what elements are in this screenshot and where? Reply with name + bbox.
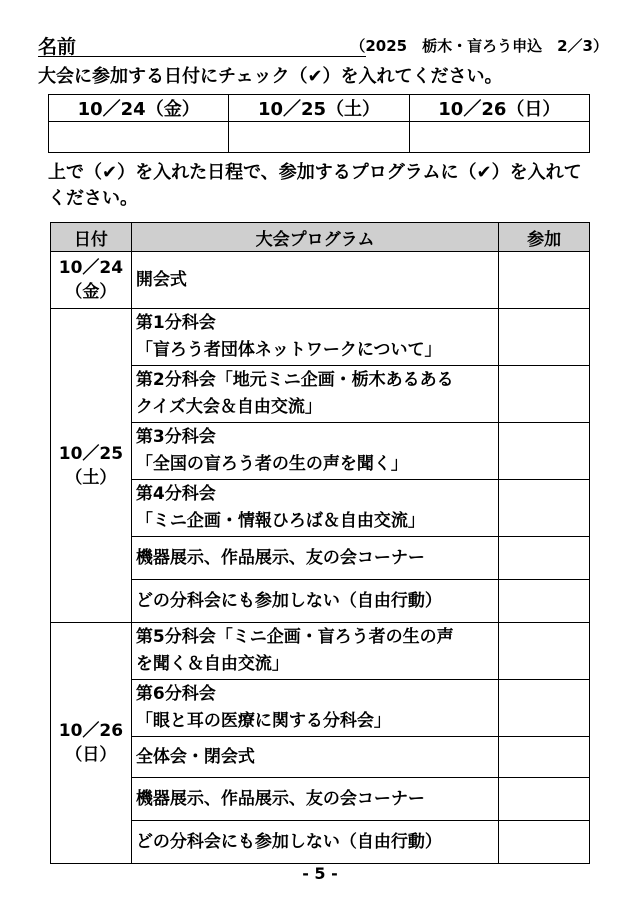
day-date-cell [51, 252, 132, 309]
program-line-1: 開会式 [135, 269, 187, 290]
program-name-cell [131, 423, 498, 480]
col-header-date: 日付 [51, 223, 132, 252]
program-name-cell [131, 366, 498, 423]
program-line-1: どの分科会にも参加しない（自由行動） [135, 831, 442, 852]
table-row [51, 737, 590, 778]
col-header-program: 大会プログラム [131, 223, 498, 252]
program-line-2: 「全国の盲ろう者の生の声を聞く」 [135, 454, 408, 474]
program-name-cell [131, 537, 498, 580]
program-name-cell [131, 680, 498, 737]
table-row [51, 821, 590, 864]
day-weekday: （金） [65, 282, 117, 302]
program-name-cell [131, 252, 498, 309]
program-line-1: 第4分科会 [135, 484, 216, 504]
program-name-cell [131, 821, 498, 864]
program-line-1: 機器展示、作品展示、友の会コーナー [135, 788, 425, 809]
program-table [50, 222, 590, 864]
join-check-cell[interactable] [499, 309, 590, 366]
program-name-cell [131, 737, 498, 778]
program-name-cell [131, 309, 498, 366]
program-line-1: 第3分科会 [135, 427, 216, 447]
program-line-1: 全体会・閉会式 [135, 746, 255, 767]
date-check-2[interactable] [229, 122, 409, 153]
name-line[interactable] [38, 56, 366, 57]
date-check-1[interactable] [49, 122, 229, 153]
table-row [51, 309, 590, 366]
join-check-cell[interactable] [499, 821, 590, 864]
join-check-cell[interactable] [499, 778, 590, 821]
date-header-1: 10／24（金） [49, 95, 229, 122]
date-header-3: 10／26（日） [409, 95, 589, 122]
join-check-cell[interactable] [499, 252, 590, 309]
table-row [51, 580, 590, 623]
day-weekday: （土） [65, 467, 117, 488]
date-header-2: 10／25（土） [229, 95, 409, 122]
day-date-cell [51, 309, 132, 623]
day-date-cell [51, 623, 132, 864]
header-row [38, 32, 608, 60]
join-check-cell[interactable] [499, 623, 590, 680]
table-row [51, 537, 590, 580]
day-date: 10／24 [58, 258, 124, 278]
program-line-2: クイズ大会＆自由交流」 [135, 397, 322, 417]
page-number: - 5 - [302, 864, 338, 883]
join-check-cell[interactable] [499, 580, 590, 623]
program-name-cell [131, 623, 498, 680]
join-check-cell[interactable] [499, 680, 590, 737]
join-check-cell[interactable] [499, 737, 590, 778]
program-name-cell [131, 480, 498, 537]
table-row [51, 252, 590, 309]
name-label: 名前 [38, 36, 77, 58]
form-note: （2025 栃木・盲ろう申込 2／3） [350, 37, 608, 55]
program-line-1: 第1分科会 [135, 313, 216, 333]
day-date: 10／25 [58, 443, 124, 464]
program-line-2: を聞く＆自由交流」 [135, 654, 289, 674]
join-check-cell[interactable] [499, 423, 590, 480]
table-row [51, 778, 590, 821]
program-name-cell [131, 580, 498, 623]
table-row [51, 480, 590, 537]
program-line-1: 第2分科会「地元ミニ企画・栃木あるある [135, 370, 454, 390]
program-line-1: 第5分科会「ミニ企画・盲ろう者の生の声 [135, 627, 454, 647]
join-check-cell[interactable] [499, 366, 590, 423]
instruction-dates: 大会に参加する日付にチェック（✔）を入れてください。 [38, 66, 503, 87]
join-check-cell[interactable] [499, 480, 590, 537]
table-row [51, 680, 590, 737]
day-date: 10／26 [58, 721, 124, 741]
program-line-2: 「ミニ企画・情報ひろば＆自由交流」 [135, 511, 425, 531]
table-row [51, 423, 590, 480]
program-line-1: 第6分科会 [135, 684, 216, 704]
date-check-3[interactable] [409, 122, 589, 153]
date-table [48, 94, 590, 153]
instruction-programs: 上で（✔）を入れた日程で、参加するプログラムに（✔）を入れてください。 [48, 162, 582, 209]
program-name-cell [131, 778, 498, 821]
program-line-2: 「眼と耳の医療に関する分科会」 [135, 711, 391, 731]
table-row [51, 366, 590, 423]
program-line-1: 機器展示、作品展示、友の会コーナー [135, 547, 425, 568]
col-header-join: 参加 [499, 223, 590, 252]
table-row [51, 623, 590, 680]
day-weekday: （日） [65, 745, 117, 765]
program-line-1: どの分科会にも参加しない（自由行動） [135, 590, 442, 611]
program-line-2: 「盲ろう者団体ネットワークについて」 [135, 340, 442, 360]
join-check-cell[interactable] [499, 537, 590, 580]
